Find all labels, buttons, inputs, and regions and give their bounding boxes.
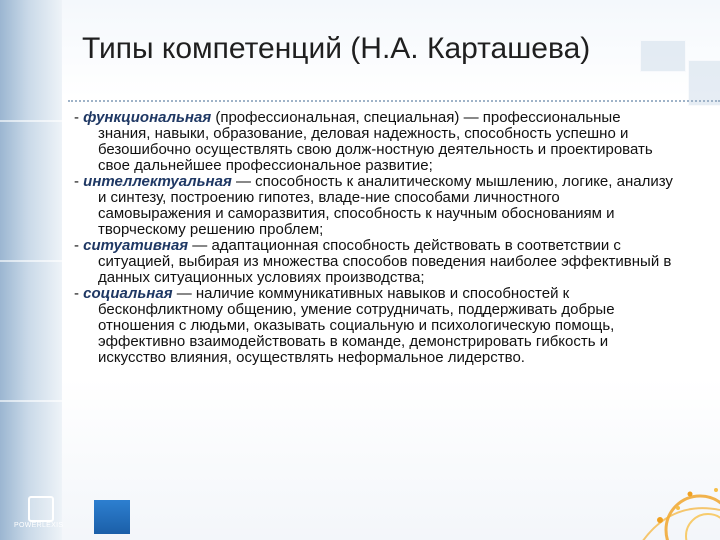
list-item	[74, 286, 674, 366]
bullet: -	[74, 285, 84, 302]
logo-icon	[28, 496, 54, 522]
item-text: — наличие коммуникативных навыков и способностей к бесконфликтному общению, умение сотрудничать, поддерживать добрые отношения с людьми, оказывать социальную и психологическую помощь, эффективно взаимодействовать в команде, демонстрировать гибкость и искусство влияния, осуществлять неформальное лидерство.	[98, 285, 615, 366]
item-text: (профессиональная, специальная) — профессиональные знания, навыки, образование, деловая надежность, способность успешно и безошибочно осуществлять свою долж-ностную деятельность и проектировать свое дальнейшее профессиональное развитие;	[98, 109, 653, 174]
logo-text: POWERLEXIS	[14, 522, 64, 529]
term-social: социальная	[83, 285, 173, 302]
logo	[14, 496, 64, 536]
decorative-box	[640, 40, 686, 72]
decorative-blue-tile	[94, 500, 130, 534]
term-situational: ситуативная	[83, 237, 189, 254]
title-divider	[68, 100, 720, 102]
orange-swirl-decoration	[620, 450, 720, 540]
term-functional: функциональная	[83, 109, 212, 126]
list-item	[74, 238, 674, 286]
list-item	[74, 110, 674, 174]
bullet: -	[74, 109, 84, 126]
slide-title: Типы компетенций (Н.А. Карташева)	[82, 32, 591, 65]
left-decorative-bar	[0, 0, 62, 540]
bullet: -	[74, 237, 84, 254]
competency-list	[74, 110, 674, 366]
item-text: — способность к аналитическому мышлению, логике, анализу и синтезу, построению гипотез, владе-ние способами личностного самовыражения и саморазвития, способность к научным обоснованиям и творческому решению проблем;	[98, 173, 673, 238]
bullet: -	[74, 173, 84, 190]
term-intellectual: интеллектуальная	[83, 173, 232, 190]
list-item	[74, 174, 674, 238]
item-text: — адаптационная способность действовать в соответствии с ситуацией, выбирая из множества способов поведения наиболее эффективный в данных ситуационных условиях производства;	[98, 237, 672, 286]
